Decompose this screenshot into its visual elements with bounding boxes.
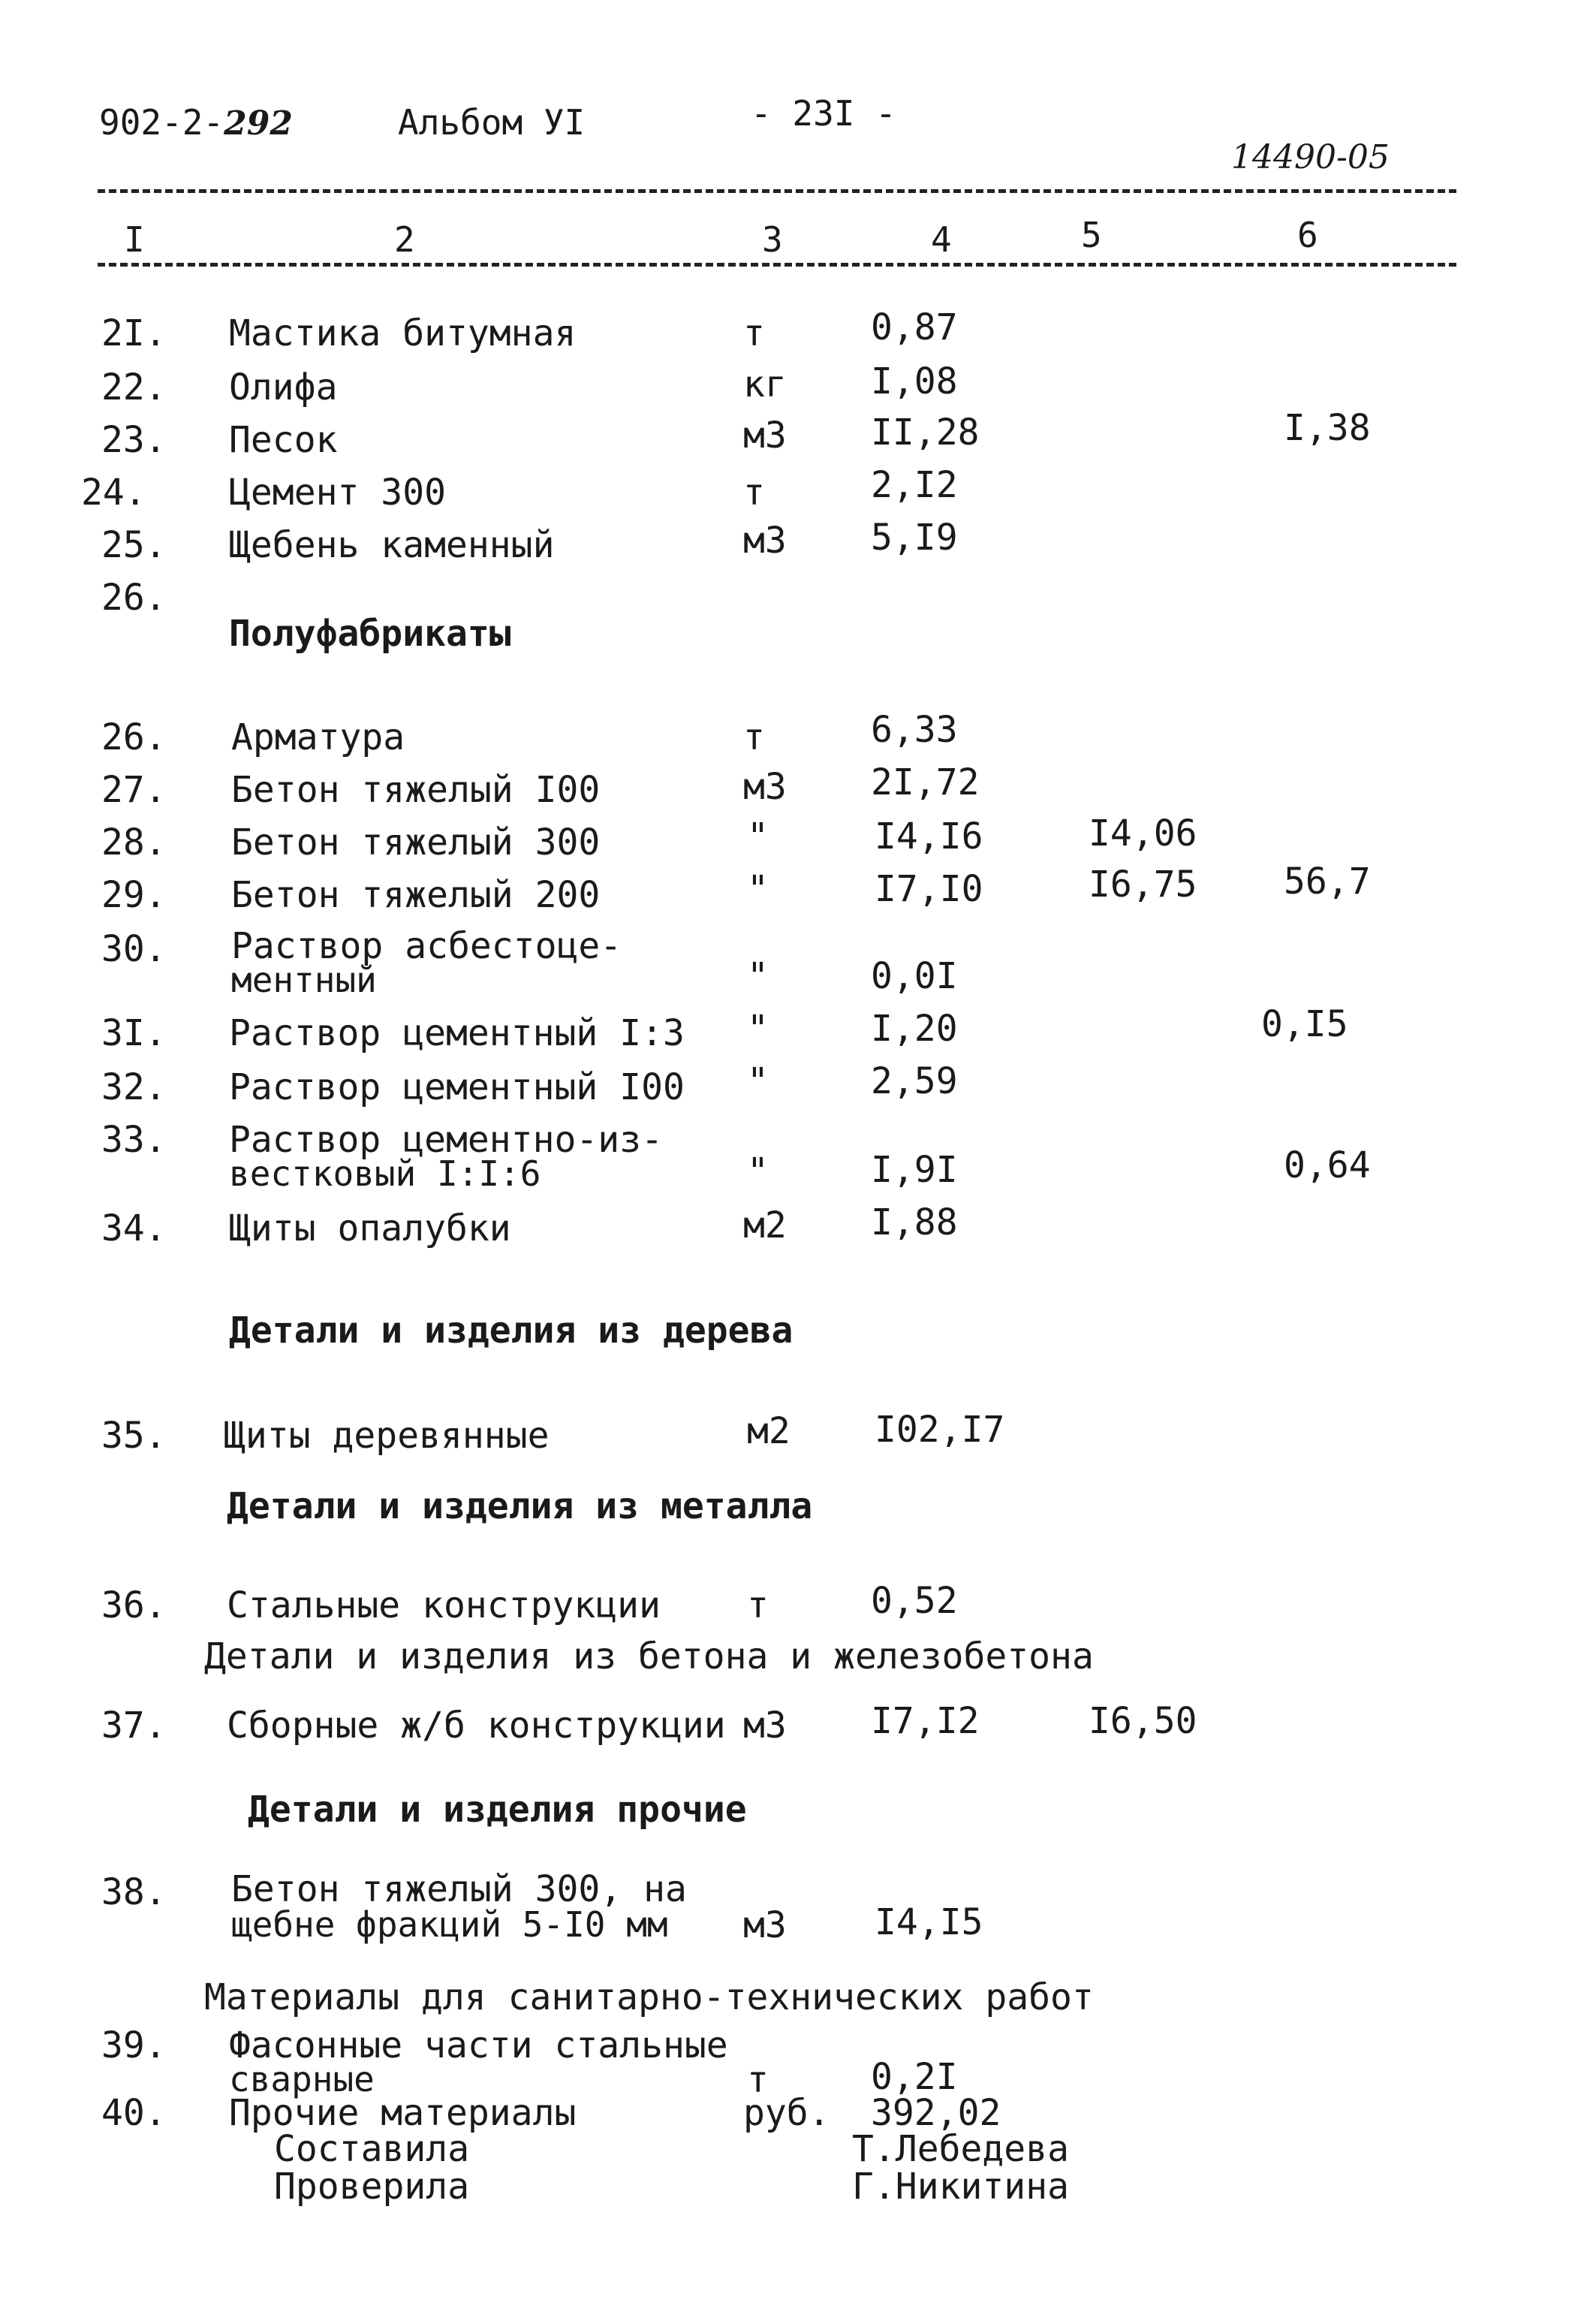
row-unit: т [747,2059,769,2101]
row-name: Бетон тяжелый I00 [231,769,601,811]
row-col4: 6,33 [871,709,958,751]
row-name: Арматура [231,716,405,758]
row-col4: I4,I5 [875,1901,983,1943]
row-name: Щебень каменный [229,524,555,566]
row-number: 24. [81,472,146,514]
row-name: Раствор цементный I:3 [229,1012,685,1054]
row-col4: I,88 [871,1201,958,1243]
row-unit: " [747,868,769,910]
row-name: Олифа [229,366,338,408]
row-col4: 0,2I [871,2056,958,2098]
doc-code-prefix: 902-2- [99,102,224,143]
checked-by-label: Проверила [274,2166,470,2208]
header-rule-top [98,189,1456,193]
row-name-line2: ментный [231,960,377,1000]
column-header-5: 5 [1081,215,1102,255]
row-number: 40. [101,2092,167,2134]
row-unit: т [747,1584,769,1626]
section-heading: Детали и изделия из металла [227,1485,813,1527]
row-col4: I02,I7 [875,1409,1005,1451]
row-col6: I,38 [1284,407,1371,449]
row-unit: " [747,1060,769,1102]
row-name: Раствор цементный I00 [229,1066,685,1108]
row-name-line1: Раствор цементно-из- [229,1119,663,1161]
row-number: 26. [101,577,167,619]
row-unit: м2 [743,1204,787,1246]
row-name-line2: вестковый I:I:6 [229,1153,541,1194]
column-header-2: 2 [394,219,415,260]
row-col4: I7,I2 [871,1700,980,1742]
row-number: 30. [101,928,167,970]
row-col6: 0,64 [1284,1144,1371,1186]
column-header-3: 3 [762,219,783,260]
column-header-1: I [124,219,145,260]
column-header-4: 4 [931,219,952,260]
section-heading: Материалы для санитарно-технических работ [204,1976,1094,2018]
row-unit: " [747,1008,769,1050]
doc-code [99,102,294,143]
compiled-by-name: Т.Лебедева [852,2128,1069,2170]
row-col4: 2,59 [871,1060,958,1102]
row-number: 36. [101,1584,167,1626]
row-col5: I4,06 [1089,812,1197,855]
section-heading: Детали и изделия из бетона и железобетона [204,1635,1094,1677]
row-number: 38. [101,1871,167,1913]
row-name: Стальные конструкции [227,1584,661,1626]
row-col4: I,08 [871,360,958,402]
row-unit: м3 [743,520,787,562]
row-col4: I,9I [871,1149,958,1191]
row-name: Бетон тяжелый 200 [231,874,601,916]
row-number: 2I. [101,312,167,354]
row-number: 27. [101,769,167,811]
row-name: Щиты опалубки [229,1207,511,1249]
row-number: 23. [101,419,167,461]
row-unit: " [747,1150,769,1192]
row-name: Цемент 300 [229,472,446,514]
row-col4: 392,02 [871,2092,1001,2134]
section-heading: Детали и изделия из дерева [229,1310,794,1352]
section-heading: Полуфабрикаты [229,613,511,655]
row-col4: 5,I9 [871,517,958,559]
header-rule-bottom [98,263,1456,267]
row-number: 29. [101,874,167,916]
row-unit: кг [743,363,787,405]
row-col6: 56,7 [1284,861,1371,903]
row-name-line1: Бетон тяжелый 300, на [231,1868,687,1910]
row-number: 26. [101,716,167,758]
row-col4: I4,I6 [875,815,983,858]
row-unit: т [743,716,765,758]
row-name: Песок [229,419,338,461]
row-col6: 0,I5 [1261,1003,1348,1045]
handwritten-number: 14490-05 [1231,138,1390,176]
row-name: Сборные ж/б конструкции [227,1705,726,1747]
row-col4: 0,0I [871,955,958,997]
row-number: 28. [101,821,167,864]
row-col4: 2I,72 [871,761,980,803]
row-name: Мастика битумная [229,312,577,354]
row-number: 37. [101,1705,167,1747]
row-col5: I6,75 [1089,864,1197,906]
row-col4: 2,I2 [871,464,958,506]
row-number: 3I. [101,1012,167,1054]
row-number: 34. [101,1207,167,1249]
row-name-line1: Фасонные части стальные [229,2024,728,2066]
row-unit: т [743,312,765,354]
row-unit: м2 [747,1410,791,1452]
row-col4: 0,52 [871,1580,958,1622]
row-col4: II,28 [871,411,980,454]
checked-by-name: Г.Никитина [852,2166,1069,2208]
doc-code-suffix: 292 [224,104,294,143]
row-unit: м3 [743,766,787,808]
row-name: Прочие материалы [229,2092,577,2134]
row-col4: I,20 [871,1008,958,1050]
row-name-line2: сварные [229,2059,375,2099]
row-number: 22. [101,366,167,408]
album-label: Альбом УI [398,102,586,143]
row-unit: м3 [743,414,787,457]
row-col4: I7,I0 [875,868,983,910]
row-number: 35. [101,1415,167,1457]
row-number: 33. [101,1119,167,1161]
row-number: 25. [101,524,167,566]
row-name: Бетон тяжелый 300 [231,821,601,864]
row-unit: " [747,815,769,858]
row-unit: м3 [743,1904,787,1946]
row-col5: I6,50 [1089,1700,1197,1742]
row-name-line2: щебне фракций 5-I0 мм [231,1904,668,1945]
row-unit: руб. [743,2092,830,2134]
section-heading: Детали и изделия прочие [248,1789,747,1831]
row-unit: " [747,955,769,997]
page-number: - 23I - [751,93,896,134]
compiled-by-label: Составила [274,2128,470,2170]
row-name: Щиты деревянные [224,1415,550,1457]
row-col4: 0,87 [871,306,958,348]
row-unit: т [743,472,765,514]
column-header-6: 6 [1297,215,1318,255]
row-number: 39. [101,2024,167,2066]
row-number: 32. [101,1066,167,1108]
row-unit: м3 [743,1705,787,1747]
row-name-line1: Раствор асбестоце- [231,925,622,967]
